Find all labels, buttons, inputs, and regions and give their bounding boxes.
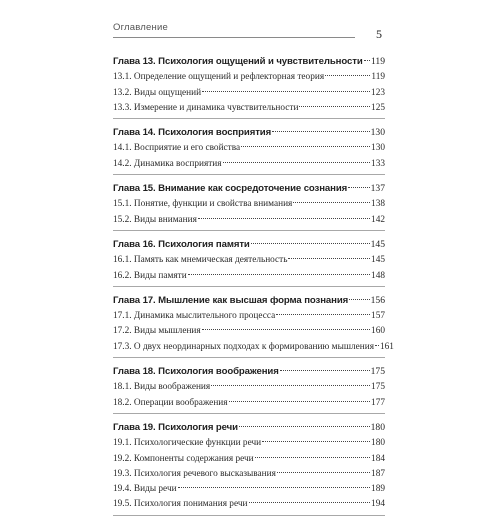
dot-leader xyxy=(251,243,370,244)
dot-leader xyxy=(277,472,370,473)
chapter-page-number: 156 xyxy=(370,294,385,306)
section-title: 14.2. Динамика восприятия xyxy=(113,158,222,169)
dot-leader xyxy=(249,502,371,503)
chapter-page-number: 137 xyxy=(370,183,385,195)
section-title: 19.1. Психологические функции речи xyxy=(113,438,262,449)
running-head: Оглавление xyxy=(113,22,168,33)
section-title: 16.1. Память как мнемическая деятельность xyxy=(113,255,288,266)
chapter-entry[interactable] xyxy=(113,54,385,69)
section-entry[interactable] xyxy=(113,101,385,116)
chapter-entry[interactable] xyxy=(113,237,385,252)
chapter-entry[interactable] xyxy=(113,125,385,140)
dot-leader xyxy=(202,329,370,330)
chapter-block xyxy=(113,54,385,119)
chapter-title: Глава 14. Психология восприятия xyxy=(113,127,272,139)
section-page-number: 157 xyxy=(371,311,385,322)
dot-leader xyxy=(198,218,370,219)
section-entry[interactable] xyxy=(113,197,385,212)
section-entry[interactable] xyxy=(113,141,385,156)
dot-leader xyxy=(280,370,370,371)
dot-leader xyxy=(364,60,370,61)
chapter-entry[interactable] xyxy=(113,181,385,196)
section-title: 16.2. Виды памяти xyxy=(113,270,187,281)
dot-leader xyxy=(239,426,370,427)
chapter-entry[interactable] xyxy=(113,293,385,308)
section-entry[interactable] xyxy=(113,467,385,482)
section-entry[interactable] xyxy=(113,213,385,228)
dot-leader xyxy=(178,487,370,488)
section-title: 14.1. Восприятие и его свойства xyxy=(113,143,241,154)
chapter-title: Глава 15. Внимание как сосредоточение сознания xyxy=(113,183,348,195)
section-title: 17.3. О двух неординарных подходах к формированию мышления xyxy=(113,341,374,352)
chapter-block xyxy=(113,237,385,287)
section-entry[interactable] xyxy=(113,380,385,395)
dot-leader xyxy=(325,75,370,76)
dot-leader xyxy=(223,162,371,163)
dot-leader xyxy=(293,202,370,203)
chapter-page-number: 145 xyxy=(370,238,385,250)
section-entry[interactable] xyxy=(113,309,385,324)
section-title: 13.2. Виды ощущений xyxy=(113,87,202,98)
dot-leader xyxy=(241,146,370,147)
section-page-number: 123 xyxy=(371,87,385,98)
chapter-entry[interactable] xyxy=(113,364,385,379)
page-number: 5 xyxy=(376,27,382,41)
dot-leader xyxy=(262,441,370,442)
section-page-number: 133 xyxy=(371,158,385,169)
chapter-block xyxy=(113,364,385,414)
section-title: 13.3. Измерение и динамика чувствительности xyxy=(113,102,299,113)
section-page-number: 194 xyxy=(371,499,385,510)
section-page-number: 184 xyxy=(371,453,385,464)
table-of-contents xyxy=(113,48,394,516)
section-entry[interactable] xyxy=(113,340,394,355)
chapter-title: Глава 13. Психология ощущений и чувствительности xyxy=(113,56,363,67)
dot-leader xyxy=(288,258,370,259)
section-entry[interactable] xyxy=(113,482,385,497)
section-title: 18.2. Операции воображения xyxy=(113,397,228,408)
section-page-number: 119 xyxy=(371,72,385,83)
section-page-number: 180 xyxy=(371,438,385,449)
chapter-page-number: 180 xyxy=(370,421,385,433)
section-page-number: 175 xyxy=(371,382,385,393)
dot-leader xyxy=(229,401,371,402)
chapter-title: Глава 18. Психология воображения xyxy=(113,366,279,378)
dot-leader xyxy=(211,385,370,386)
section-page-number: 148 xyxy=(371,270,385,281)
chapter-page-number: 119 xyxy=(370,56,385,67)
section-title: 17.2. Виды мышления xyxy=(113,326,201,337)
section-title: 19.2. Компоненты содержания речи xyxy=(113,453,254,464)
chapter-block xyxy=(113,181,385,231)
section-entry[interactable] xyxy=(113,86,385,101)
chapter-page-number: 175 xyxy=(370,366,385,378)
section-page-number: 177 xyxy=(371,397,385,408)
dot-leader xyxy=(349,299,369,300)
section-entry[interactable] xyxy=(113,70,385,85)
section-title: 19.4. Виды речи xyxy=(113,484,177,495)
section-title: 15.1. Понятие, функции и свойства внимания xyxy=(113,199,293,210)
section-entry[interactable] xyxy=(113,324,385,339)
section-entry[interactable] xyxy=(113,157,385,172)
section-page-number: 187 xyxy=(371,468,385,479)
section-page-number: 142 xyxy=(371,214,385,225)
section-page-number: 138 xyxy=(371,199,385,210)
chapter-block xyxy=(113,125,385,175)
section-page-number: 145 xyxy=(371,255,385,266)
section-title: 17.1. Динамика мыслительного процесса xyxy=(113,311,276,322)
section-title: 19.3. Психология речевого высказывания xyxy=(113,468,276,479)
section-entry[interactable] xyxy=(113,436,385,451)
section-entry[interactable] xyxy=(113,396,385,411)
section-page-number: 161 xyxy=(379,341,394,352)
chapter-title: Глава 16. Психология памяти xyxy=(113,238,250,250)
section-title: 13.1. Определение ощущений и рефлекторная теория xyxy=(113,72,325,83)
chapter-block xyxy=(113,420,385,516)
chapter-page-number: 130 xyxy=(370,127,385,139)
dot-leader xyxy=(255,457,370,458)
section-entry[interactable] xyxy=(113,452,385,467)
section-entry[interactable] xyxy=(113,253,385,268)
dot-leader xyxy=(272,131,370,132)
section-entry[interactable] xyxy=(113,269,385,284)
dot-leader xyxy=(299,106,370,107)
dot-leader xyxy=(375,345,379,346)
dot-leader xyxy=(348,187,369,188)
dot-leader xyxy=(202,91,370,92)
chapter-title: Глава 17. Мышление как высшая форма познания xyxy=(113,294,349,306)
chapter-block xyxy=(113,293,394,358)
section-page-number: 189 xyxy=(371,484,385,495)
section-page-number: 125 xyxy=(371,102,385,113)
section-title: 15.2. Виды внимания xyxy=(113,214,197,225)
header-rule xyxy=(113,37,355,38)
section-page-number: 160 xyxy=(371,326,385,337)
dot-leader xyxy=(276,314,370,315)
dot-leader xyxy=(188,274,370,275)
section-title: 18.1. Виды воображения xyxy=(113,382,211,393)
section-title: 19.5. Психология понимания речи xyxy=(113,499,248,510)
chapter-title: Глава 19. Психология речи xyxy=(113,421,238,433)
section-page-number: 130 xyxy=(371,143,385,154)
chapter-entry[interactable] xyxy=(113,420,385,435)
